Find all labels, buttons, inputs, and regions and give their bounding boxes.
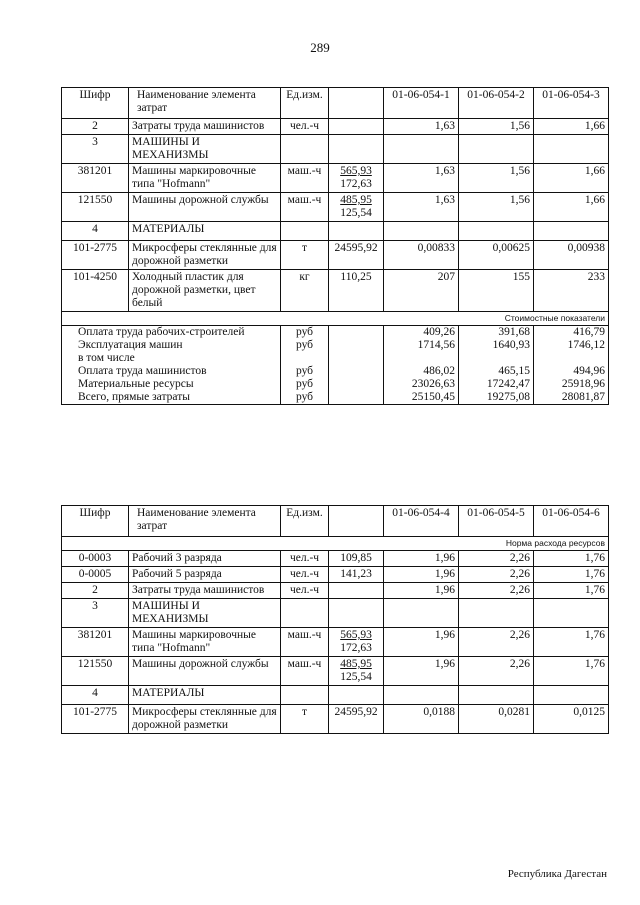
empty-cell [329,326,384,340]
table-row [62,705,609,734]
row-price [329,583,384,599]
empty-cell [459,135,534,164]
summary-value-1: 25150,45 [384,391,459,405]
row-price: 141,23 [329,567,384,583]
empty-cell [281,135,329,164]
header-norm-3: 01-06-054-3 [534,88,609,119]
row-value-1: 1,96 [384,551,459,567]
row-value-2: 0,00625 [459,241,534,270]
row-unit: маш.-ч [281,628,329,657]
row-code: 3 [62,135,129,164]
row-name: Микросферы стеклянные для дорожной разметки [129,705,281,734]
empty-cell [384,599,459,628]
row-code: 121550 [62,657,129,686]
header-norm-5: 01-06-054-5 [459,506,534,537]
summary-row [62,365,609,378]
summary-unit: руб [281,378,329,391]
row-value-2: 1,56 [459,193,534,222]
empty-cell [384,222,459,241]
empty-cell [534,222,609,241]
table-header [62,88,609,119]
row-name: Машины маркировочные типа "Hofmann" [129,628,281,657]
summary-value-2: 465,15 [459,365,534,378]
empty-cell [281,686,329,705]
summary-value-3: 28081,87 [534,391,609,405]
summary-value-3: 416,79 [534,326,609,340]
row-value-1: 1,96 [384,657,459,686]
row-value-1: 1,96 [384,583,459,599]
summary-unit: руб [281,326,329,340]
summary-value-2: 19275,08 [459,391,534,405]
summary-value-3: 25918,96 [534,378,609,391]
summary-label: Всего, прямые затраты [62,391,281,405]
row-price: 110,25 [329,270,384,312]
row-value-3: 1,66 [534,164,609,193]
row-code: 4 [62,222,129,241]
row-code: 3 [62,599,129,628]
row-price [329,628,384,657]
section-row [62,686,609,705]
table-row [62,657,609,686]
price-total: 485,95 [340,194,372,206]
price-wage: 125,54 [340,671,372,683]
row-value-1: 1,96 [384,628,459,657]
table-row [62,567,609,583]
row-name: Рабочий 3 разряда [129,551,281,567]
row-name: Рабочий 5 разряда [129,567,281,583]
empty-cell [329,222,384,241]
row-value-3: 233 [534,270,609,312]
row-value-1: 0,00833 [384,241,459,270]
table-row [62,241,609,270]
row-unit: кг [281,270,329,312]
price-wage: 172,63 [340,178,372,190]
empty-cell [459,222,534,241]
summary-label: в том числе [62,352,281,365]
price-total: 565,93 [340,165,372,177]
empty-cell [329,391,384,405]
row-price [329,657,384,686]
summary-row [62,352,609,365]
row-name: Микросферы стеклянные для дорожной разметки [129,241,281,270]
header-code: Шифр [62,88,129,119]
summary-value-3: 494,96 [534,365,609,378]
row-value-2: 2,26 [459,551,534,567]
summary-value-2: 391,68 [459,326,534,340]
row-value-1: 0,0188 [384,705,459,734]
row-value-3: 1,66 [534,193,609,222]
row-code: 101-2775 [62,705,129,734]
empty-cell [459,599,534,628]
summary-value-3 [534,352,609,365]
row-name: Затраты труда машинистов [129,119,281,135]
row-value-3: 0,0125 [534,705,609,734]
resource-table-2 [61,505,609,734]
row-value-1: 207 [384,270,459,312]
price-total: 565,93 [340,629,372,641]
row-price: 24595,92 [329,705,384,734]
row-value-1: 1,96 [384,567,459,583]
row-price: 24595,92 [329,241,384,270]
table-row [62,270,609,312]
summary-value-1: 409,26 [384,326,459,340]
section-row [62,599,609,628]
empty-cell [329,352,384,365]
summary-label: Оплата труда машинистов [62,365,281,378]
empty-cell [459,686,534,705]
section-row [62,222,609,241]
row-unit: чел.-ч [281,119,329,135]
row-code: 381201 [62,164,129,193]
row-unit: маш.-ч [281,164,329,193]
summary-value-2 [459,352,534,365]
empty-cell [534,686,609,705]
summary-label: Оплата труда рабочих-строителей [62,326,281,340]
table-row [62,193,609,222]
header-price [329,506,384,537]
summary-value-1: 1714,56 [384,339,459,352]
price-wage: 125,54 [340,207,372,219]
summary-unit: руб [281,365,329,378]
table-row [62,583,609,599]
empty-cell [329,365,384,378]
row-name: МАТЕРИАЛЫ [129,686,281,705]
header-name: Наименование элемента затрат [129,88,281,119]
summary-value-2: 1640,93 [459,339,534,352]
summary-value-1: 486,02 [384,365,459,378]
summary-value-2: 17242,47 [459,378,534,391]
row-price [329,193,384,222]
summary-value-1: 23026,63 [384,378,459,391]
row-value-2: 2,26 [459,657,534,686]
row-value-2: 2,26 [459,628,534,657]
table-row [62,628,609,657]
row-value-2: 155 [459,270,534,312]
row-code: 2 [62,583,129,599]
row-code: 101-4250 [62,270,129,312]
row-code: 4 [62,686,129,705]
row-code: 0-0005 [62,567,129,583]
empty-cell [329,339,384,352]
empty-cell [329,686,384,705]
row-value-1: 1,63 [384,119,459,135]
empty-cell [384,135,459,164]
summary-label: Материальные ресурсы [62,378,281,391]
header-unit: Ед.изм. [281,88,329,119]
row-value-3: 1,76 [534,567,609,583]
band-label: Норма расхода ресурсов [62,537,609,551]
row-name: Машины маркировочные типа "Hofmann" [129,164,281,193]
row-value-3: 1,76 [534,628,609,657]
row-unit: т [281,705,329,734]
row-value-3: 1,76 [534,583,609,599]
summary-unit: руб [281,339,329,352]
empty-cell [534,135,609,164]
row-name: МАШИНЫ И МЕХАНИЗМЫ [129,135,281,164]
footer-region: Республика Дагестан [507,868,607,880]
empty-cell [329,378,384,391]
table-row [62,551,609,567]
empty-cell [534,599,609,628]
row-price [329,164,384,193]
row-value-2: 2,26 [459,583,534,599]
header-norm-4: 01-06-054-4 [384,506,459,537]
empty-cell [281,599,329,628]
row-value-1: 1,63 [384,193,459,222]
summary-row [62,326,609,340]
row-value-2: 2,26 [459,567,534,583]
summary-label: Эксплуатация машин [62,339,281,352]
row-name: Холодный пластик для дорожной разметки, цвет белый [129,270,281,312]
band-label: Стоимостные показатели [62,312,609,326]
summary-row [62,378,609,391]
header-name: Наименование элемента затрат [129,506,281,537]
row-name: Машины дорожной службы [129,657,281,686]
summary-value-1 [384,352,459,365]
table-row [62,119,609,135]
band-row [62,537,609,551]
summary-row [62,339,609,352]
row-name: МАТЕРИАЛЫ [129,222,281,241]
page-number: 289 [310,40,330,55]
summary-row [62,391,609,405]
table-header [62,506,609,537]
row-value-3: 1,76 [534,551,609,567]
header-norm-1: 01-06-054-1 [384,88,459,119]
empty-cell [329,599,384,628]
row-unit: т [281,241,329,270]
empty-cell [329,135,384,164]
row-value-3: 0,00938 [534,241,609,270]
row-code: 381201 [62,628,129,657]
row-name: Затраты труда машинистов [129,583,281,599]
empty-cell [384,686,459,705]
row-value-1: 1,63 [384,164,459,193]
empty-cell [281,222,329,241]
price-total: 485,95 [340,658,372,670]
row-value-3: 1,66 [534,119,609,135]
row-value-2: 1,56 [459,119,534,135]
table-row [62,164,609,193]
row-unit: чел.-ч [281,583,329,599]
row-value-2: 1,56 [459,164,534,193]
row-unit: маш.-ч [281,657,329,686]
summary-value-3: 1746,12 [534,339,609,352]
header-norm-6: 01-06-054-6 [534,506,609,537]
header-code: Шифр [62,506,129,537]
row-code: 2 [62,119,129,135]
summary-unit: руб [281,391,329,405]
row-price: 109,85 [329,551,384,567]
row-unit: чел.-ч [281,567,329,583]
header-price [329,88,384,119]
resource-table-1 [61,87,609,405]
row-name: МАШИНЫ И МЕХАНИЗМЫ [129,599,281,628]
row-price [329,119,384,135]
band-row [62,312,609,326]
row-code: 101-2775 [62,241,129,270]
row-name: Машины дорожной службы [129,193,281,222]
summary-unit [281,352,329,365]
row-code: 0-0003 [62,551,129,567]
header-unit: Ед.изм. [281,506,329,537]
section-row [62,135,609,164]
row-value-3: 1,76 [534,657,609,686]
row-code: 121550 [62,193,129,222]
header-norm-2: 01-06-054-2 [459,88,534,119]
row-value-2: 0,0281 [459,705,534,734]
price-wage: 172,63 [340,642,372,654]
row-unit: чел.-ч [281,551,329,567]
row-unit: маш.-ч [281,193,329,222]
